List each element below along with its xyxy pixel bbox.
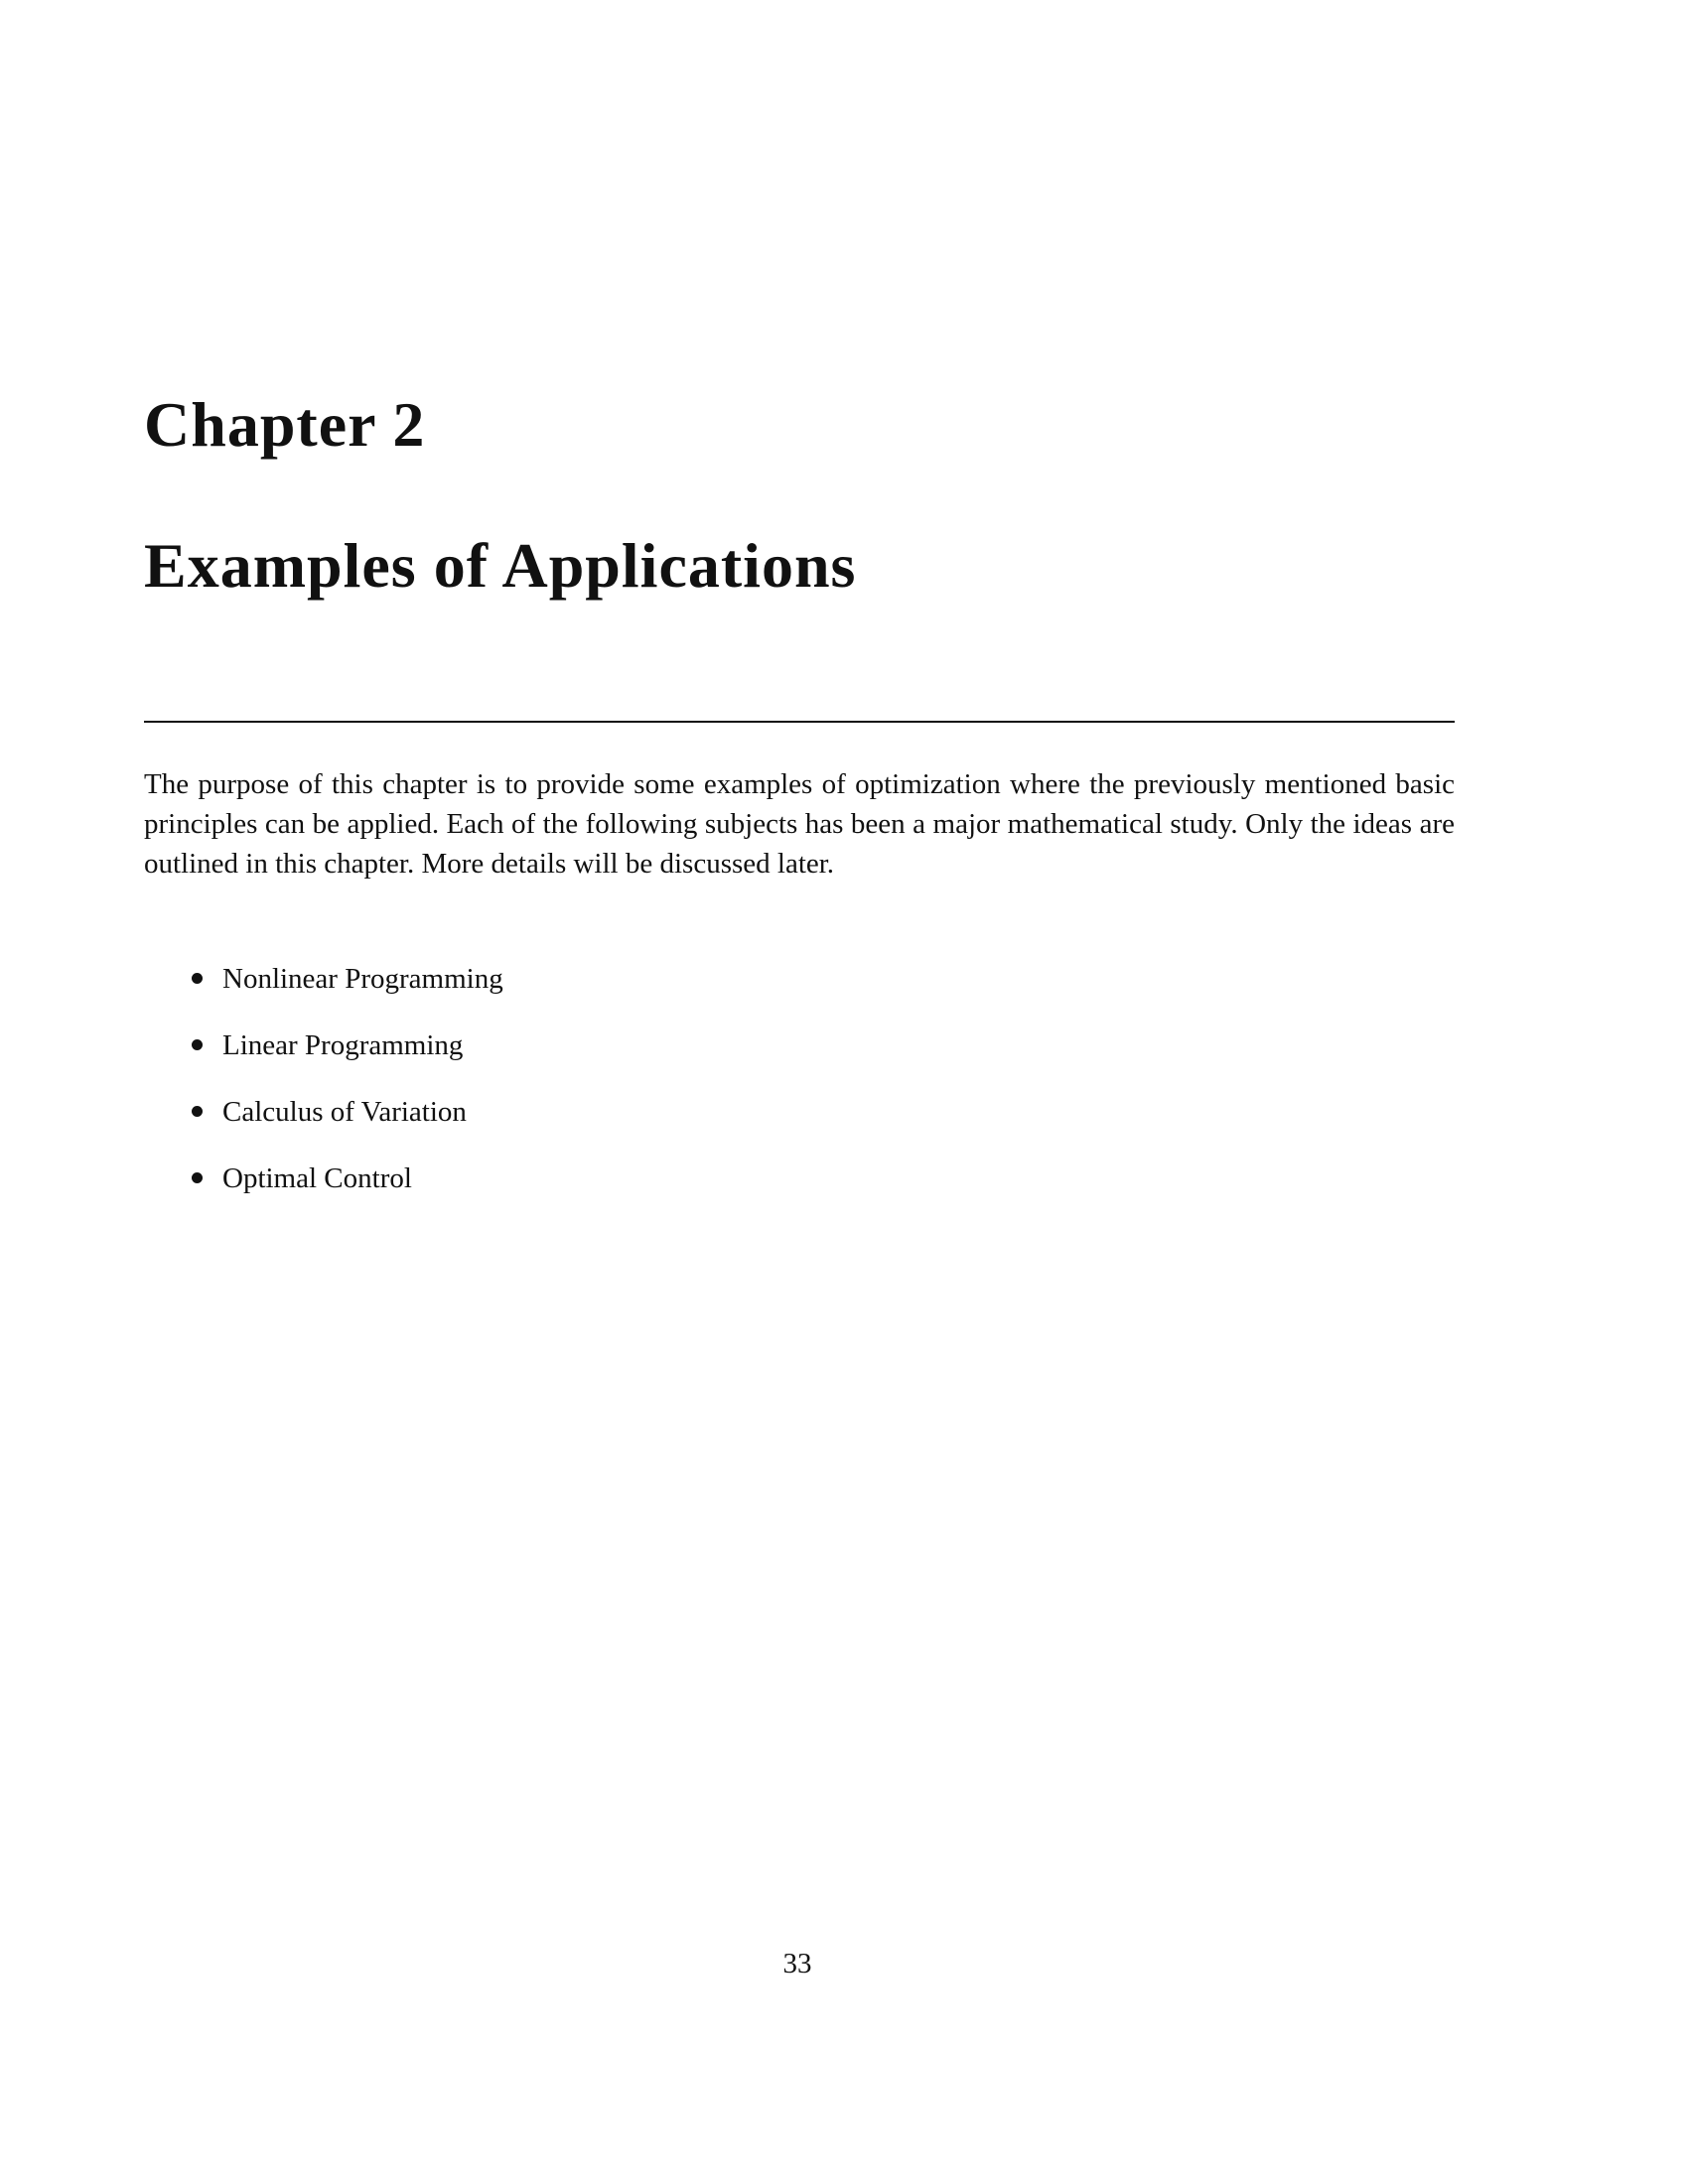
bullet-icon [192,1039,203,1050]
page-number: 33 [782,1948,812,1979]
bullet-icon [192,1106,203,1117]
list-item-label: Linear Programming [222,1029,464,1061]
list-item [144,1025,503,1092]
intro-paragraph: The purpose of this chapter is to provide some examples of optimization where the previously mentioned basic principles can be applied. Each of the following subjects has been a major mathematical study. Only the ideas are outlined in this chapter. More details will be discussed later. [144,768,1455,880]
list-item [144,1092,503,1159]
list-item-label: Optimal Control [222,1162,412,1194]
chapter-label: Chapter 2 [144,389,426,460]
divider-rule [144,721,1455,723]
list-item-label: Calculus of Variation [222,1096,467,1128]
list-item-label: Nonlinear Programming [222,963,503,995]
list-item [144,1159,503,1225]
chapter-title: Examples of Applications [144,530,857,601]
bullet-icon [192,1172,203,1183]
topic-list [144,959,503,1225]
list-item [144,959,503,1025]
bullet-icon [192,973,203,984]
